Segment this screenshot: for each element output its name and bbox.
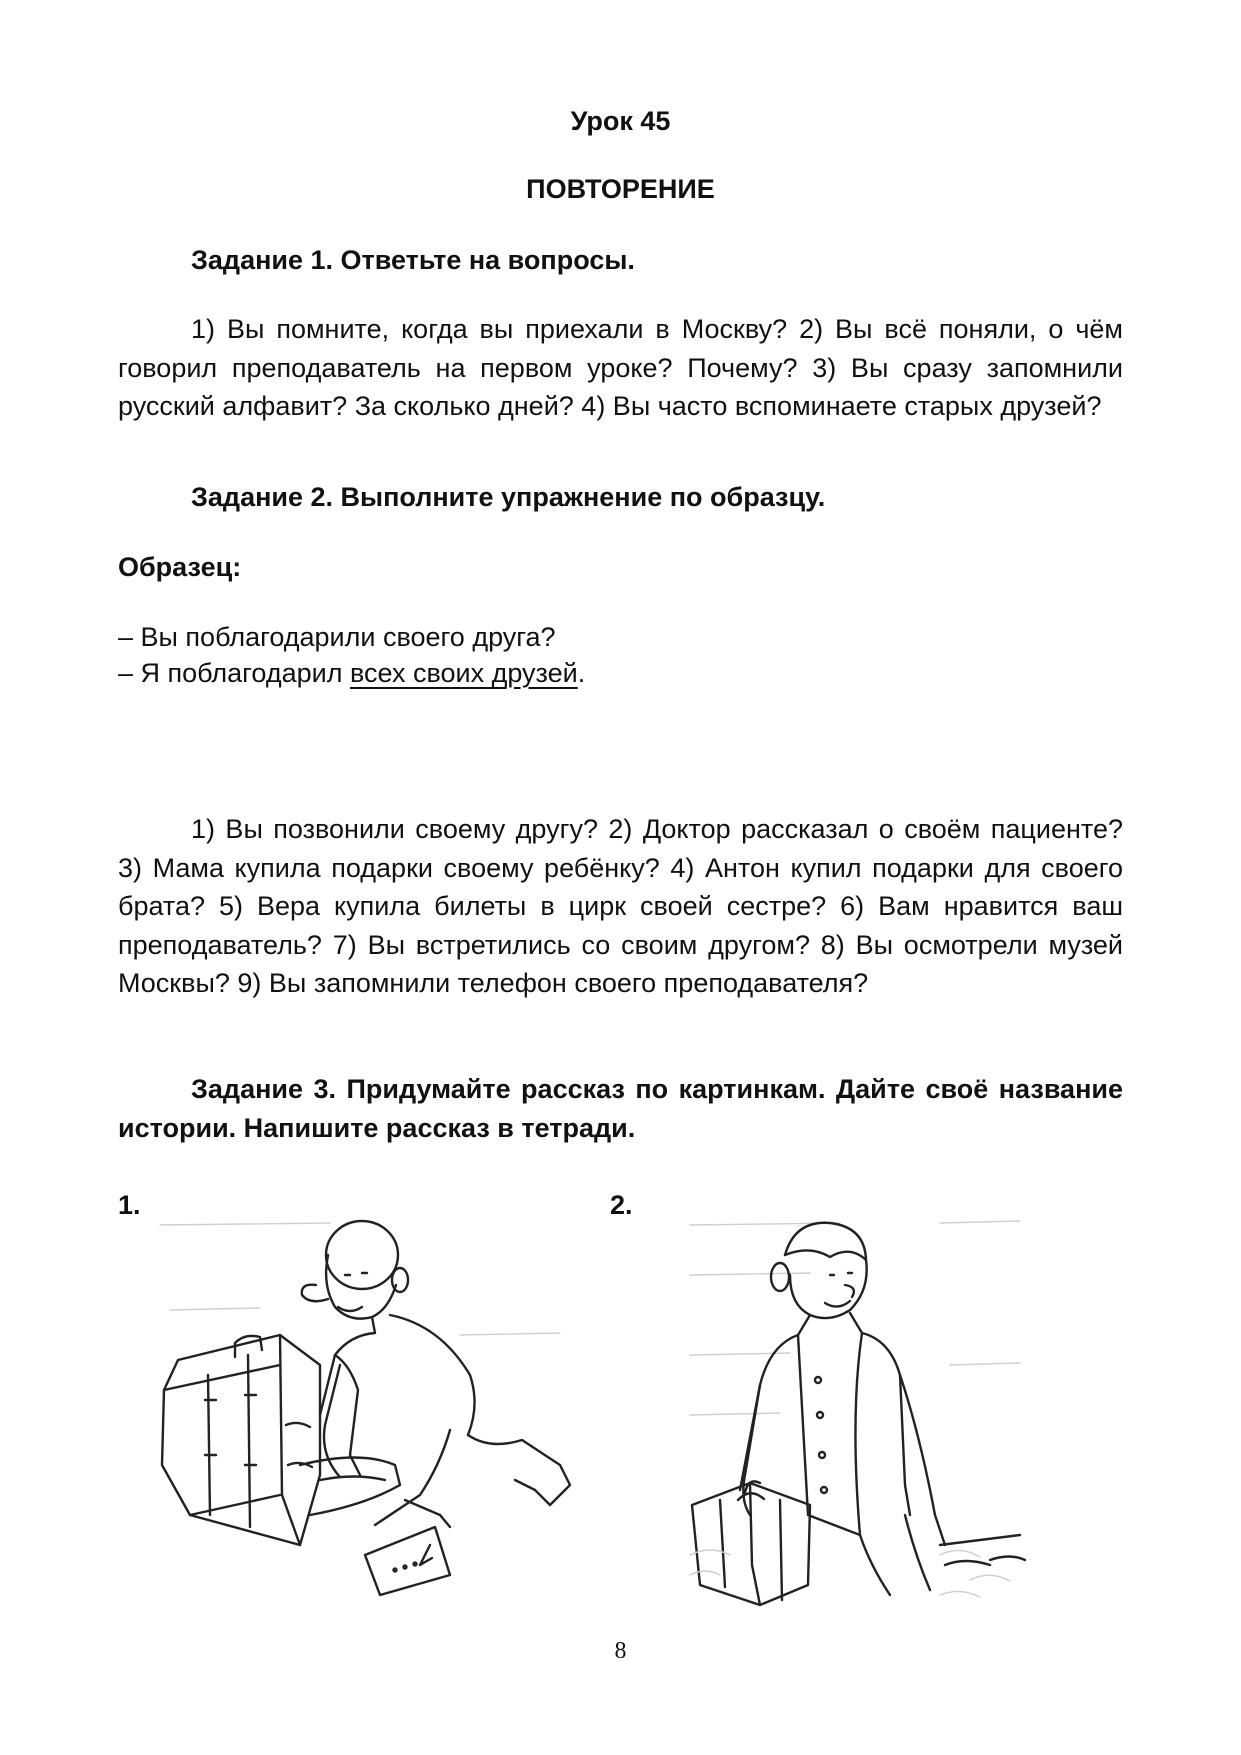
picture-2-label: 2. xyxy=(610,1190,633,1220)
sample-answer-suffix: . xyxy=(577,658,586,688)
task1-heading: Задание 1. Ответьте на вопросы. xyxy=(191,245,635,275)
picture-1-label: 1. xyxy=(118,1190,141,1220)
task3-heading: Задание 3. Придумайте рассказ по картинкам. Дайте своё название истории. Напишите рассказ в тетради. xyxy=(118,1074,1123,1143)
sample-label: Образец: xyxy=(118,552,242,582)
sample-answer-underlined: всех своих друзей xyxy=(349,658,578,688)
lesson-title: Урок 45 xyxy=(570,106,671,136)
page-number: 8 xyxy=(614,1638,627,1664)
section-title: ПОВТОРЕНИЕ xyxy=(526,174,715,204)
task2-text: 1) Вы позвонили своему другу? 2) Доктор рассказал о своём пациенте? 3) Мама купила подарки своему ребёнку? 4) Антон купил подарки для своего брата? 5) Вера купила билеты в цирк своей сестре? 6) Вам нравится ваш преподаватель? 7) Вы встретились со своим другом? 8) Вы осмотрели музей Москвы? 9) Вы запомнили телефон своего преподавателя? xyxy=(118,814,1123,998)
packing-suitcase-drawing-icon xyxy=(150,1215,570,1615)
task2-heading: Задание 2. Выполните упражнение по образцу. xyxy=(191,482,826,512)
sample-answer-prefix: – Я поблагодарил xyxy=(118,658,350,688)
sample-question: – Вы поблагодарили своего друга? xyxy=(118,622,556,652)
task1-text: 1) Вы помните, когда вы приехали в Москву? 2) Вы всё поняли, о чём говорил преподаватель на первом уроке? Почему? 3) Вы сразу запомнили русский алфавит? За сколько дней? 4) Вы часто вспоминаете старых друзей? xyxy=(118,314,1123,421)
man-with-suitcase-drawing-icon xyxy=(690,1215,1030,1610)
sample-answer xyxy=(118,654,585,692)
